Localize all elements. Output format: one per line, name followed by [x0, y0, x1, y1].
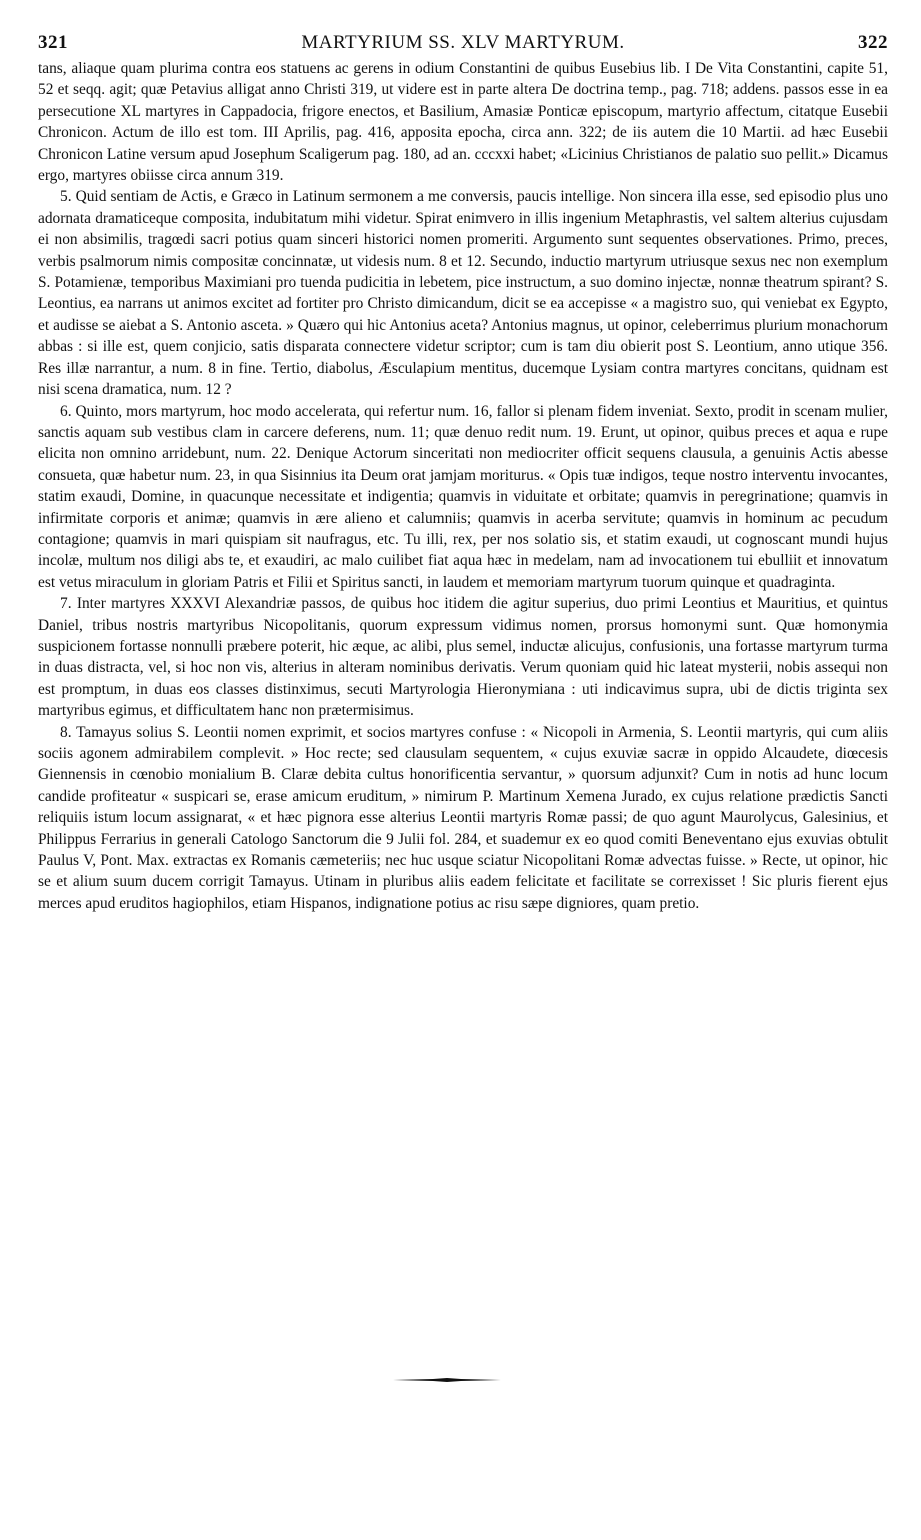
page-number-left: 321	[38, 32, 68, 53]
end-ornament-rule	[393, 1378, 501, 1382]
body-text	[38, 58, 888, 914]
paragraph-continuation: tans, aliaque quam plurima contra eos statuens ac gerens in odium Constantini de quibus Eusebius lib. I De Vita Constantini, capite 51, 52 et seqq. agit; quæ Petavius alligat anno Christi 319, ut videre est in parte altera De doctrina temp., pag. 718; addens. passos esse in ea persecutione XL martyres in Cappadocia, frigore enectos, et Basilium, Amasiæ Ponticæ episcopum, martyrio affectum, citatque Eusebii Chronicon. Actum de illo est tom. III Aprilis, pag. 416, apposita epocha, circa ann. 322; de iis autem die 10 Martii. ad hæc Eusebii Chronicon Latine versum apud Josephum Scaligerum pag. 180, ad an. cccxxi habet; «Licinius Christianos de palatio suo pellit.» Dicamus ergo, martyres obiisse circa annum 319.	[38, 60, 888, 185]
paragraph-5: 5. Quid sentiam de Actis, e Græco in Latinum sermonem a me conversis, paucis intellige. Non sincera illa esse, sed episodio plus uno adornata dramaticeque composita, indubitatum mihi videtur. Spirat enimvero in illis ingenium Metaphrastis, vel saltem alterius cujusdam ei non absimilis, tragœdi sacri potius quam sinceri historici nomen promeriti. Argumento sunt sequentes observationes. Primo, preces, verbis psalmorum nimis compositæ concinnatæ, ut videsis num. 8 et 12. Secundo, inductio martyrum utriusque sexus nec non exemplum S. Potamienæ, temporibus Maximiani pro tuenda pudicitia in lebetem, pice instructum, a suo domino injectæ, nonnæ theatrum spirant? S. Leontius, ea narrans ut animos excitet ad fortiter pro Christo dimicandum, dicit se ea accepisse « a magistro suo, qui veniebat ex Egypto, et audisse se aiebat a S. Antonio asceta. » Quæro qui hic Antonius aceta? Antonius magnus, ut opinor, celeberrimus plurium monachorum abbas : si ille est, quem conjicio, satis disparata connectere videtur scriptor; cum is tam diu obierit post S. Leontium, anno utique 356. Res illæ narrantur, a num. 8 in fine. Tertio, diabolus, Æsculapium mentitus, ducemque Lysiam contra martyres concitans, quidnam est nisi scena dramatica, num. 12 ?	[38, 188, 888, 399]
running-title: MARTYRIUM SS. XLV MARTYRUM.	[301, 32, 625, 53]
page-number-right: 322	[858, 32, 888, 53]
paragraph-8: 8. Tamayus solius S. Leontii nomen exprimit, et socios martyres confuse : « Nicopoli in Armenia, S. Leontii martyris, qui cum aliis sociis agonem admirabilem complevit. » Hoc recte; sed clausulam sequentem, « cujus exuviæ sacræ in oppido Alcaudete, diœcesis Giennensis in cœnobio monialium B. Claræ debita cultus honorificentia servantur, » quorsum adjunxit? Cum in notis ad hunc locum candide profiteatur « suspicari se, erase amicum eruditum, » nimirum P. Martinum Xemena Jurado, ex cujus relatione prædictis Sancti reliquiis istum locum assignarat, « et hæc pignora esse alterius Leontii martyris Romæ passi; de quo agunt Maurolycus, Galesinius, et Philippus Ferrarius in generali Catologo Sanctorum die 9 Julii fol. 284, et suademur ex eo quod comiti Beneventano ejus exuvias obtulit Paulus V, Pont. Max. extractas ex Romanis cæmeteriis; nec huc usque sciatur Nicopolitani Romæ advectas fuisse. » Recte, ut opinor, hic se et alium suum ducem corrigit Tamayus. Utinam in pluribus aliis eadem felicitate et facilitate se correxisset ! Sic pluris fierent ejus merces apud eruditos hagiophilos, etiam Hispanos, indignatione potius ac risu sæpe digniores, quam pretio.	[38, 723, 888, 912]
page-header	[38, 32, 888, 58]
document-page	[38, 32, 888, 914]
paragraph-7: 7. Inter martyres XXXVI Alexandriæ passos, de quibus hoc itidem die agitur superius, duo primi Leontius et Mauritius, et quintus Daniel, tribus nostris martyribus Nicopolitanis, quorum expressum vidimus nomen, prorsus homonymi sunt. Quæ homonymia suspicionem fortasse nonnulli præbere poterit, hic æque, ac alibi, plus semel, inductæ alicujus, confusionis, una fortasse martyrum turma in duas distracta, vel, si hoc non vis, alterius in alteram nominibus derivatis. Verum quoniam quid hic lateat mysterii, nobis assequi non est promptum, in duas eos classes distinximus, secuti Martyrologia Hieronymiana : uti indicavimus supra, ubi de dictis triginta sex martyribus egimus, et difficultatem hanc non prætermisimus.	[38, 595, 888, 720]
paragraph-6: 6. Quinto, mors martyrum, hoc modo accelerata, qui refertur num. 16, fallor si plenam fidem inveniat. Sexto, prodit in scenam mulier, sanctis aquam sub vestibus clam in carcere deferens, num. 11; quæ denuo redit num. 19. Erunt, ut opinor, quibus preces et aqua e rupe elicita non omnino arridebunt, num. 22. Denique Actorum sinceritati non mediocriter officit sequens clausula, a genuinis Actis abesse consueta, quæ habetur num. 23, in qua Sisinnius ita Deum orat jamjam moriturus. « Opis tuæ indigos, teque nostro interventu invocantes, statim exaudi, Domine, in quacunque necessitate et indigentia; quamvis in viduitate et orbitate; quamvis in peregrinatione; quamvis in infirmitate corporis et animæ; quamvis in ære alieno et calumniis; quamvis in acerba servitute; quamvis in hominum ac pecudum contagione; quamvis in mari quispiam sit naufragus, etc. Tu illi, rex, per nos solatio sis, et statim exaudi, ut cognoscant mundi hujus incolæ, multum nos diligi abs te, et exaudiri, ac malo cuilibet fiat aqua hæc in medelam, nam ad invocationem tui ebulliit et innovatum est vetus miraculum in gloriam Patris et Filii et Spiritus sancti, in laudem et memoriam martyrum tuorum quinque et quadraginta.	[38, 402, 888, 591]
